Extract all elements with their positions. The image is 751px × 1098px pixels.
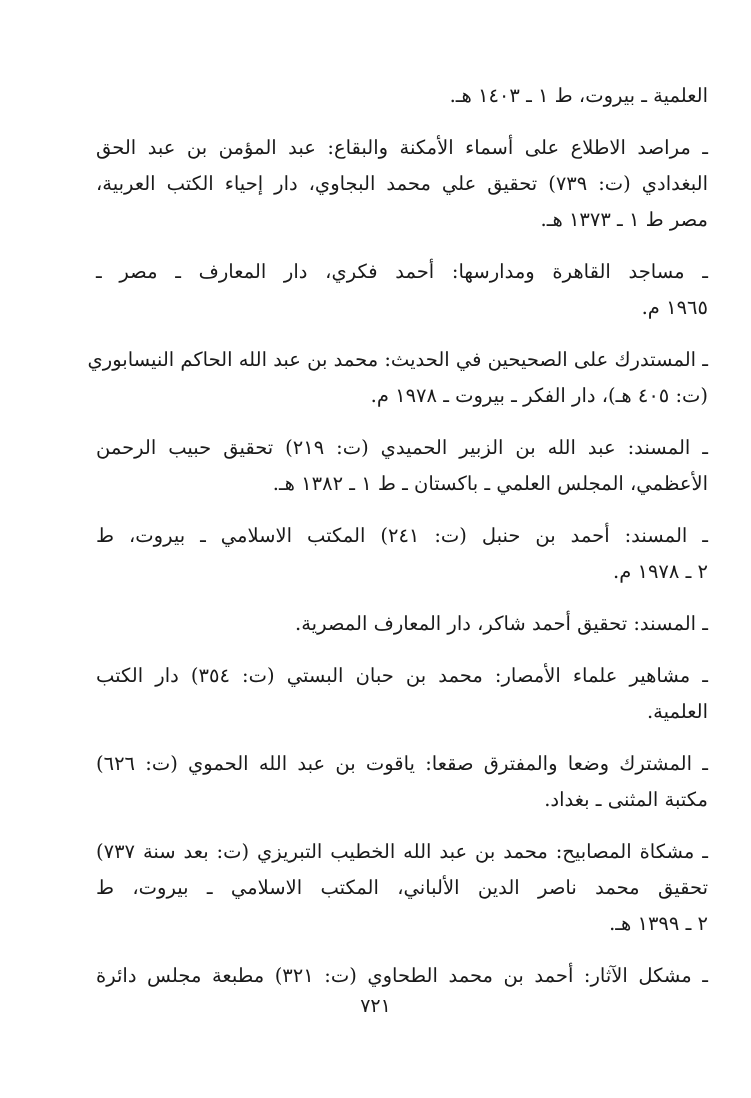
entry-line: ـ مشكاة المصابيح: محمد بن عبد الله الخطيب التبريزي (ت: بعد سنة ٧٣٧) [96,840,708,863]
entry-line: ـ مشاهير علماء الأمصار: محمد بن حبان البستي (ت: ٣٥٤) دار الكتب [96,664,708,687]
entry-line: ـ المسند: عبد الله بن الزبير الحميدي (ت: ٢١٩) تحقيق حبيب الرحمن [96,436,708,459]
entry-line: مكتبة المثنى ـ بغداد. [544,788,708,811]
bibliography-entry [96,518,708,590]
bibliography-entry [96,834,708,942]
entry-line: ـ المسند: أحمد بن حنبل (ت: ٢٤١) المكتب الاسلامي ـ بيروت، ط [96,524,708,547]
entry-line: ـ المستدرك على الصحيحين في الحديث: محمد بن عبد الله الحاكم النيسابوري [87,348,708,371]
entry-line: ـ مساجد القاهرة ومدارسها: أحمد فكري، دار المعارف ـ مصر ـ [96,260,708,283]
entry-line: ٢ ـ ١٣٩٩ هـ. [609,912,708,935]
entry-line: العلمية ـ بيروت، ط ١ ـ ١٤٠٣ هـ. [449,84,708,107]
bibliography-entry [96,430,708,502]
entry-line: العلمية. [646,700,708,723]
entry-line: ـ المشترك وضعا والمفترق صقعا: ياقوت بن عبد الله الحموي (ت: ٦٢٦) [96,752,708,775]
entry-line: ـ المسند: تحقيق أحمد شاكر، دار المعارف المصرية. [295,612,708,635]
entry-line: تحقيق محمد ناصر الدين الألباني، المكتب الاسلامي ـ بيروت، ط [96,876,708,899]
bibliography-entry [96,658,708,730]
entry-line: البغدادي (ت: ٧٣٩) تحقيق علي محمد البجاوي، دار إحياء الكتب العربية، [96,172,708,195]
entry-line: الأعظمي، المجلس العلمي ـ باكستان ـ ط ١ ـ ١٣٨٢ هـ. [272,472,708,495]
bibliography-entry [96,130,708,238]
entry-line: ـ مشكل الآثار: أحمد بن محمد الطحاوي (ت: ٣٢١) مطبعة مجلس دائرة [96,964,708,987]
page-content [87,78,708,1038]
bibliography-entry [96,958,708,994]
entry-line: ١٩٦٥ م. [641,296,708,319]
entry-line: ـ مراصد الاطلاع على أسماء الأمكنة والبقاع: عبد المؤمن بن عبد الحق [96,136,708,159]
bibliography-entry [87,342,708,414]
entry-line: مصر ط ١ ـ ١٣٧٣ هـ. [540,208,708,231]
bibliography-entry [96,254,708,326]
page-number: ٧٢١ [360,995,391,1017]
bibliography-entry [96,746,708,818]
bibliography-entry [96,78,708,114]
bibliography-entry [96,606,708,642]
entry-line: (ت: ٤٠٥ هـ)، دار الفكر ـ بيروت ـ ١٩٧٨ م. [370,384,708,407]
entry-line: ٢ ـ ١٩٧٨ م. [613,560,708,583]
